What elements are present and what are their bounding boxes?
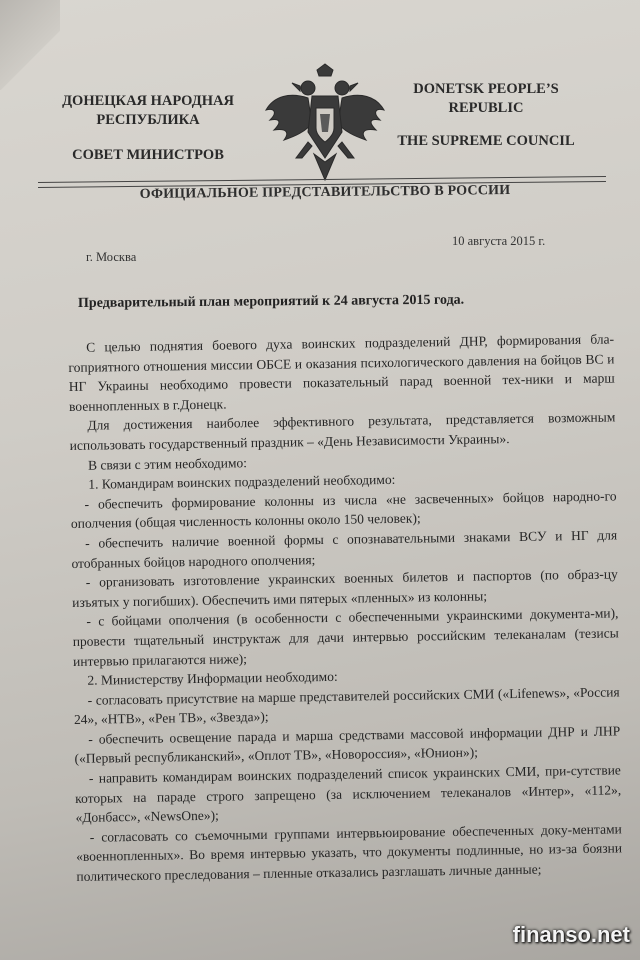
list-item: - обеспечить наличие военной формы с опознавательными знаками ВСУ и НГ для отобранных бойцов народного ополчения; <box>71 527 618 571</box>
paragraph-intro: С целью поднятия боевого духа воинских подразделений ДНР, формирования бла-гоприятного отношения миссии ОБСЕ и оказания психологического давления на бойцов ВС и НГ Украины необходимо провести показательный парад военной тех-ники и марш военнопленных в г.Донецк. <box>68 331 615 414</box>
list-heading-commanders: 1. Командирам воинских подразделений необходимо: <box>88 472 396 492</box>
header-en-line2: REPUBLIC <box>448 100 524 116</box>
document-date: 10 августа 2015 г. <box>452 234 546 248</box>
paragraph-therefore: В связи с этим необходимо: <box>87 454 248 473</box>
double-headed-eagle-icon <box>262 62 388 188</box>
header-russian <box>18 92 278 165</box>
list-item: - обеспечить освещение парада и марша средствами массовой информации ДНР и ЛНР («Первый республиканский», «Оплот ТВ», «Новороссия», «Юнион»); <box>74 723 621 767</box>
header-ru-line2: РЕСПУБЛИКА <box>96 112 200 128</box>
list-item: - согласовать присутствие на марше представителей российских СМИ («Lifenews», «Россия 24», «НТВ», «Рен ТВ», «Звезда»); <box>73 684 620 728</box>
office-title: ОФИЦИАЛЬНОЕ ПРЕДСТАВИТЕЛЬСТВО В РОССИИ <box>139 183 511 202</box>
site-watermark: finanso.net <box>512 922 630 947</box>
header-english <box>386 80 586 151</box>
list-item: - обеспечить формирование колонны из числа «не засвеченных» бойцов народно-го ополчения (общая численность колонны около 150 человек); <box>70 488 617 532</box>
list-item: - направить командирам воинских подразделений список украинских СМИ, при-сутствие которых на параде строго запрещено (за исключением телеканалов «Интер», «112», «Донбасс», «NewsOne»); <box>75 762 622 826</box>
header-en-line1: DONETSK PEOPLE’S <box>413 81 559 97</box>
list-item: - организовать изготовление украинских военных билетов и паспортов (по образ-цу изъятых у погибших). Обеспечить ими пятерых «пленных» из колонны; <box>72 566 618 610</box>
folded-corner <box>0 0 60 90</box>
header-ru-council: СОВЕТ МИНИСТРОВ <box>72 147 224 163</box>
list-item: - с бойцами ополчения (в особенности с обеспеченными украинскими документа-ми), провести тщательный инструктаж для дачи интервью российским телеканалам (тезисы интервью прилагаются ниже); <box>72 605 619 669</box>
list-item: - согласовать со съемочными группами интервьюирование обеспеченных доку-ментами «военнопленных». Во время интервью указать, что документы подлинные, но из-за боязни политического преследования – пленные отказались разглашать личные данные; <box>76 821 623 884</box>
document-city: г. Москва <box>86 250 137 264</box>
document-title: Предварительный план мероприятий к 24 августа 2015 года. <box>77 292 465 311</box>
document-body <box>68 329 623 886</box>
paragraph-holiday: Для достижения наиболее эффективного результата, представляется возможным использовать государственный праздник – «День Независимости Украины». <box>69 409 616 453</box>
header-en-council: THE SUPREME COUNCIL <box>397 133 575 149</box>
header-ru-line1: ДОНЕЦКАЯ НАРОДНАЯ <box>62 93 234 109</box>
list-heading-ministry: 2. Министерству Информации необходимо: <box>87 668 338 688</box>
